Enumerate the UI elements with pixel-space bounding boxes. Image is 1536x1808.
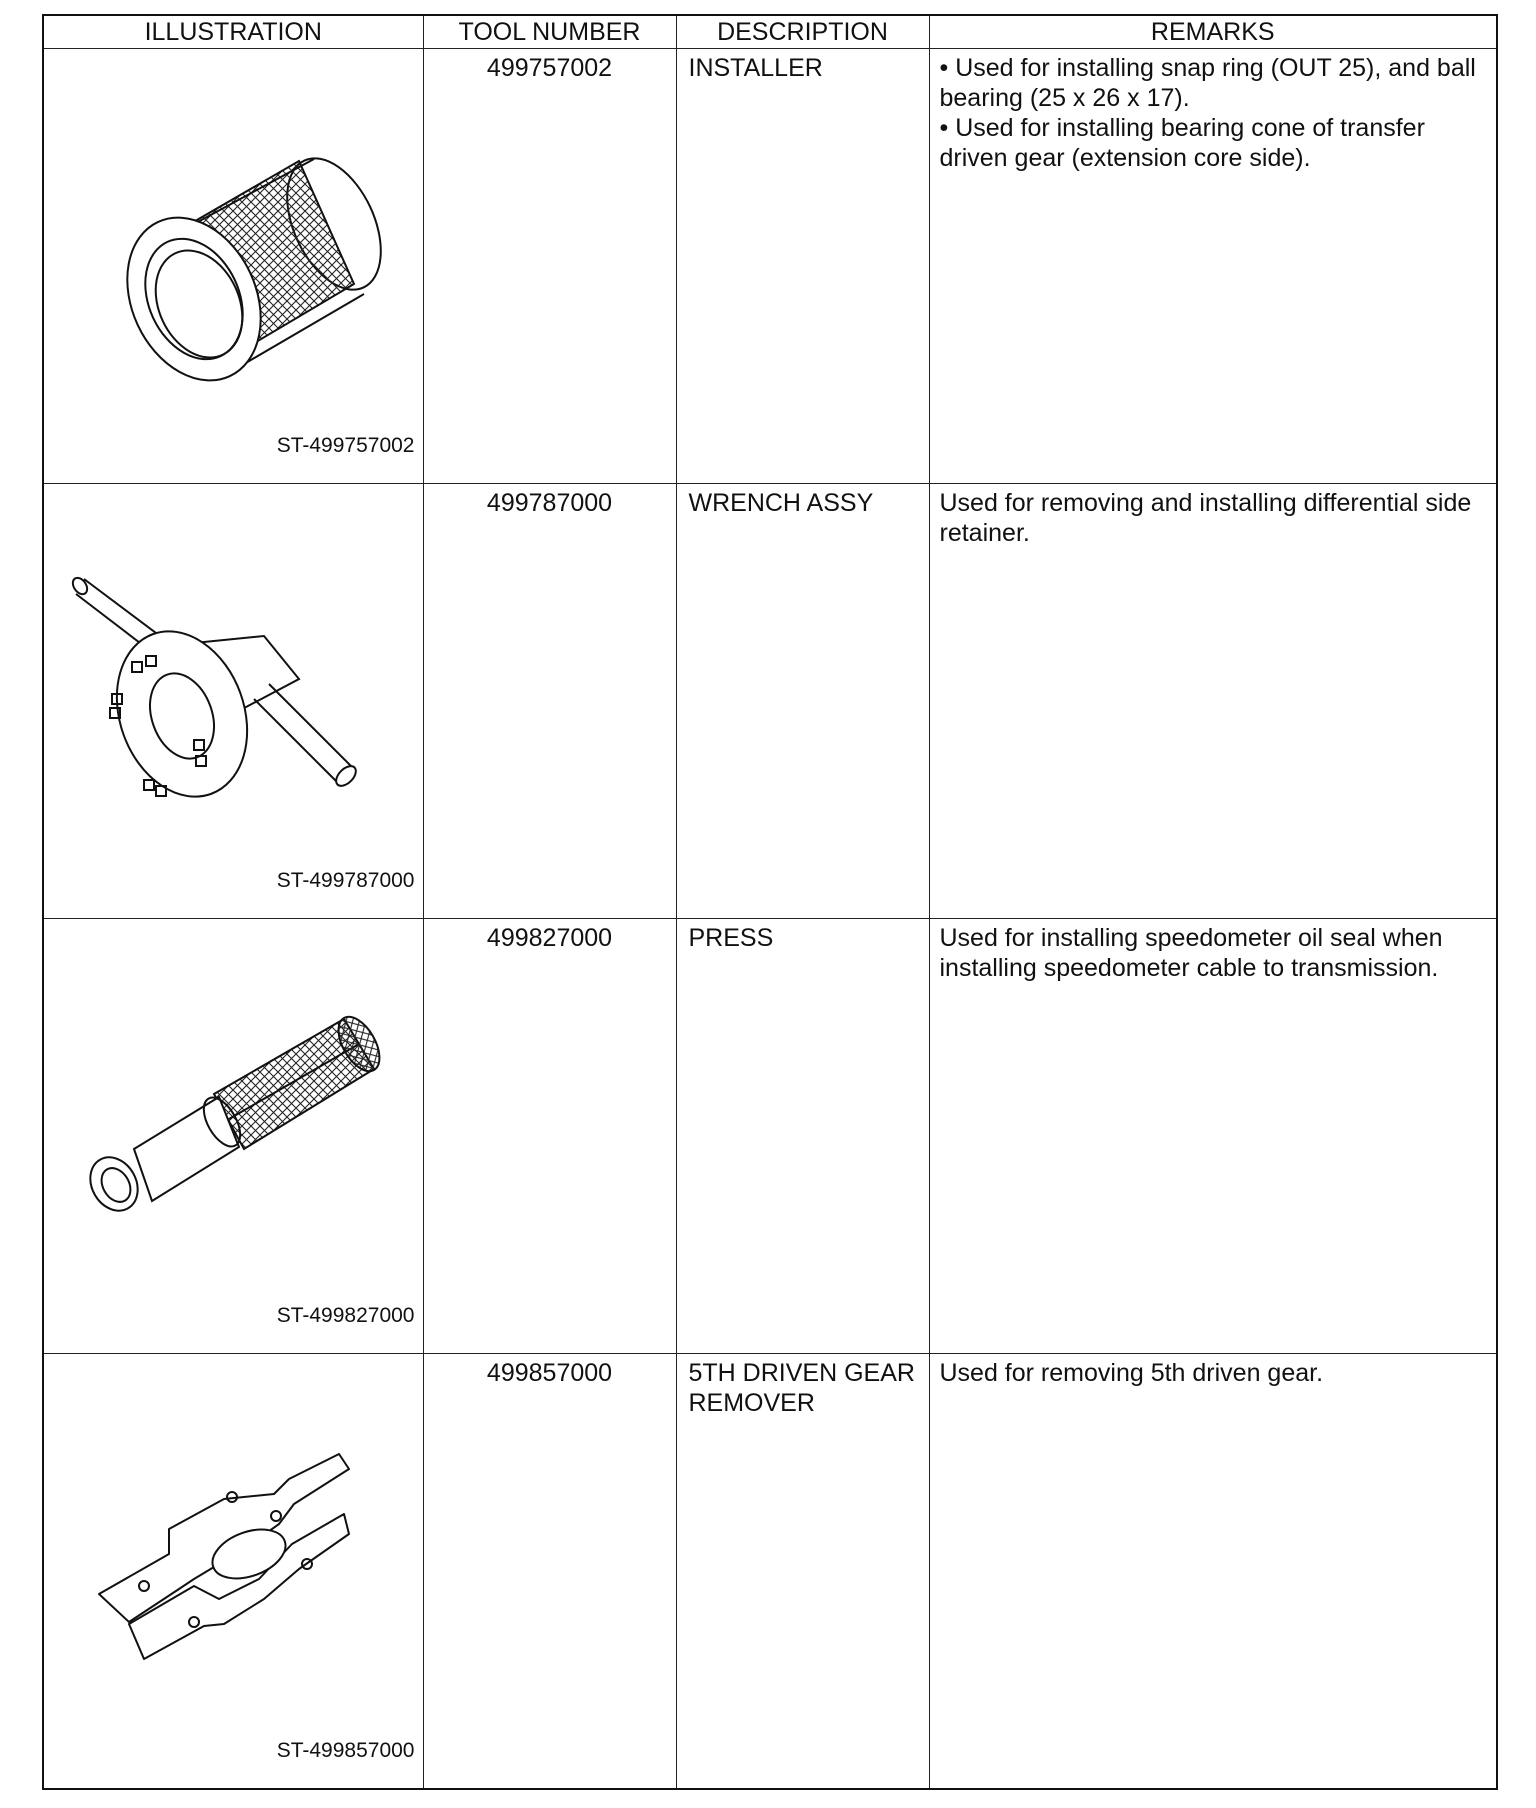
tool-remarks (929, 49, 1497, 484)
header-illustration: ILLUSTRATION (43, 15, 423, 49)
remark-line: Used for removing and installing differential side retainer. (939, 489, 1472, 548)
illustration-code: ST-499857000 (276, 1739, 415, 1762)
table-row (43, 49, 1497, 484)
tool-description: PRESS (676, 919, 929, 1354)
tool-description: INSTALLER (676, 49, 929, 484)
special-tools-table (42, 14, 1498, 1790)
illustration-cell (43, 49, 423, 484)
press-icon (44, 919, 422, 1351)
tool-number: 499827000 (423, 919, 676, 1354)
tool-description: 5TH DRIVEN GEAR REMOVER (676, 1354, 929, 1789)
tool-remarks (929, 919, 1497, 1354)
header-description: DESCRIPTION (676, 15, 929, 49)
header-row (43, 15, 1497, 49)
tool-number: 499857000 (423, 1354, 676, 1789)
illustration-cell (43, 484, 423, 919)
remark-line: Used for installing speedometer oil seal when installing speedometer cable to transmission. (939, 924, 1443, 983)
installer-icon (44, 49, 422, 481)
illustration-code: ST-499757002 (276, 434, 415, 458)
remark-line: Used for removing 5th driven gear. (939, 1359, 1324, 1388)
header-remarks: REMARKS (929, 15, 1497, 49)
illustration-cell (43, 919, 423, 1354)
tool-remarks (929, 484, 1497, 919)
illustration-code: ST-499827000 (276, 1304, 415, 1328)
remark-line: • Used for installing snap ring (OUT 25), and ball bearing (25 x 26 x 17). (940, 53, 1487, 113)
table-row (43, 1354, 1497, 1789)
header-tool-number: TOOL NUMBER (423, 15, 676, 49)
wrench-assy-icon (44, 484, 422, 916)
tool-description: WRENCH ASSY (676, 484, 929, 919)
remark-line: • Used for installing bearing cone of transfer driven gear (extension core side). (940, 113, 1487, 173)
illustration-code: ST-499787000 (276, 869, 415, 893)
tool-number: 499757002 (423, 49, 676, 484)
tool-number: 499787000 (423, 484, 676, 919)
tool-remarks (929, 1354, 1497, 1789)
table-row (43, 919, 1497, 1354)
gear-remover-icon (44, 1354, 422, 1786)
illustration-cell (43, 1354, 423, 1789)
table-row (43, 484, 1497, 919)
